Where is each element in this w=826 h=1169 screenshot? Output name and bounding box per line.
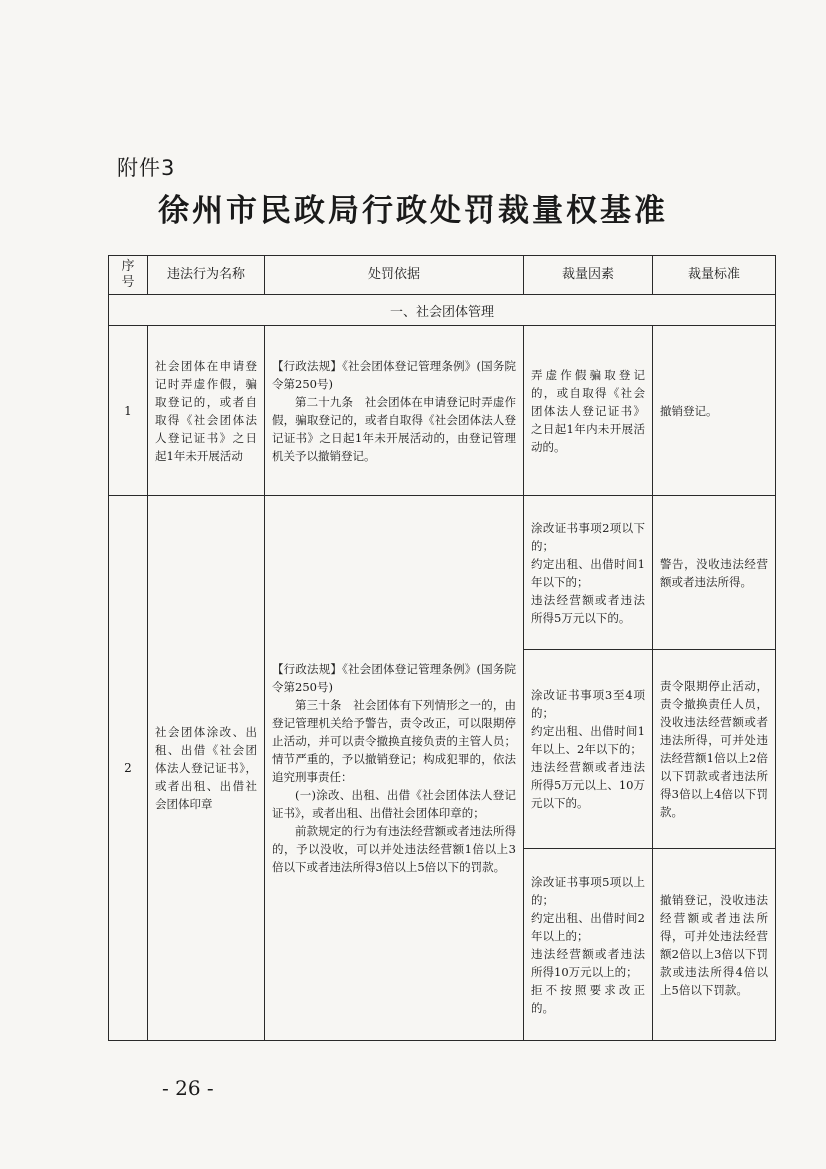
factor-line: 违法经营额或者违法所得5万元以上、10万元以下的。: [531, 760, 645, 810]
document-title: 徐州市民政局行政处罚裁量权基准: [158, 193, 668, 229]
page-number: - 26 -: [162, 1076, 214, 1100]
discretion-factor: [524, 496, 653, 650]
discretion-standard: 撤销登记，没收违法经营额或者违法所得，可并处违法经营额2倍以上3倍以下罚款或违法所得4倍以上5倍以下罚款。: [653, 849, 776, 1041]
basis-paragraph: 【行政法规】《社会团体登记管理条例》(国务院令第250号): [272, 662, 516, 694]
basis-paragraph: 第三十条 社会团体有下列情形之一的，由登记管理机关给予警告，责令改正，可以限期停止活动，并可以责令撤换直接负责的主管人员；情节严重的，予以撤销登记；构成犯罪的，依法追究刑事责任：: [272, 698, 516, 784]
discretion-factor: [524, 326, 653, 496]
table-row: [109, 326, 776, 496]
header-no: 序号: [109, 256, 148, 295]
penalty-basis: [265, 496, 524, 1041]
penalty-table: [108, 255, 776, 1041]
factor-line: 涂改证书事项2项以下的；: [531, 520, 645, 553]
header-basis: 处罚依据: [265, 256, 524, 295]
factor-line: 涂改证书事项3至4项的；: [531, 688, 645, 720]
header-violation: 违法行为名称: [148, 256, 265, 295]
header-standards: 裁量标准: [653, 256, 776, 295]
discretion-standard: 责令限期停止活动，责令撤换责任人员，没收违法经营额或者违法所得，可并处违法经营额1倍以上2倍以下罚款或者违法所得3倍以上4倍以下罚款。: [653, 650, 776, 849]
factor-line: 违法经营额或者违法所得10万元以上的；: [531, 946, 645, 979]
factor-line: 弄虚作假骗取登记的，或自取得《社会团体法人登记证书》之日起1年内未开展活动的。: [531, 367, 645, 454]
attachment-label: 附件3: [117, 156, 176, 180]
factor-line: 约定出租、出借时间1年以上、2年以下的；: [531, 724, 645, 756]
basis-paragraph: 【行政法规】《社会团体登记管理条例》(国务院令第250号): [272, 358, 516, 391]
basis-paragraph: 前款规定的行为有违法经营额或者违法所得的，予以没收，可以并处违法经营额1倍以上3倍以下或者违法所得3倍以上5倍以下的罚款。: [272, 824, 516, 874]
table-row: [109, 496, 776, 650]
discretion-factor: [524, 650, 653, 849]
header-factors: 裁量因素: [524, 256, 653, 295]
discretion-factor: [524, 849, 653, 1041]
discretion-standard: 撤销登记。: [653, 326, 776, 496]
basis-paragraph: (一)涂改、出租、出借《社会团体法人登记证书》，或者出租、出借社会团体印章的；: [272, 788, 516, 820]
factor-line: 约定出租、出借时间2年以上的；: [531, 910, 645, 943]
row-number: 1: [109, 326, 148, 496]
factor-line: 约定出租、出借时间1年以下的；: [531, 556, 645, 589]
penalty-basis: [265, 326, 524, 496]
section-title: 一、社会团体管理: [109, 295, 776, 326]
factor-line: 违法经营额或者违法所得5万元以下的。: [531, 592, 645, 625]
basis-paragraph: 第二十九条 社会团体在申请登记时弄虚作假，骗取登记的，或者自取得《社会团体法人登记证书》之日起1年未开展活动的，由登记管理机关予以撤销登记。: [272, 394, 516, 463]
violation-name: 社会团体在申请登记时弄虚作假，骗取登记的，或者自取得《社会团体法人登记证书》之日起1年未开展活动: [148, 326, 265, 496]
discretion-standard: 警告，没收违法经营额或者违法所得。: [653, 496, 776, 650]
section-row: [109, 295, 776, 326]
row-number: 2: [109, 496, 148, 1041]
factor-line: 拒不按照要求改正的。: [531, 982, 645, 1015]
violation-name: 社会团体涂改、出租、出借《社会团体法人登记证书》，或者出租、出借社会团体印章: [148, 496, 265, 1041]
table-header-row: [109, 256, 776, 295]
factor-line: 涂改证书事项5项以上的；: [531, 874, 645, 907]
